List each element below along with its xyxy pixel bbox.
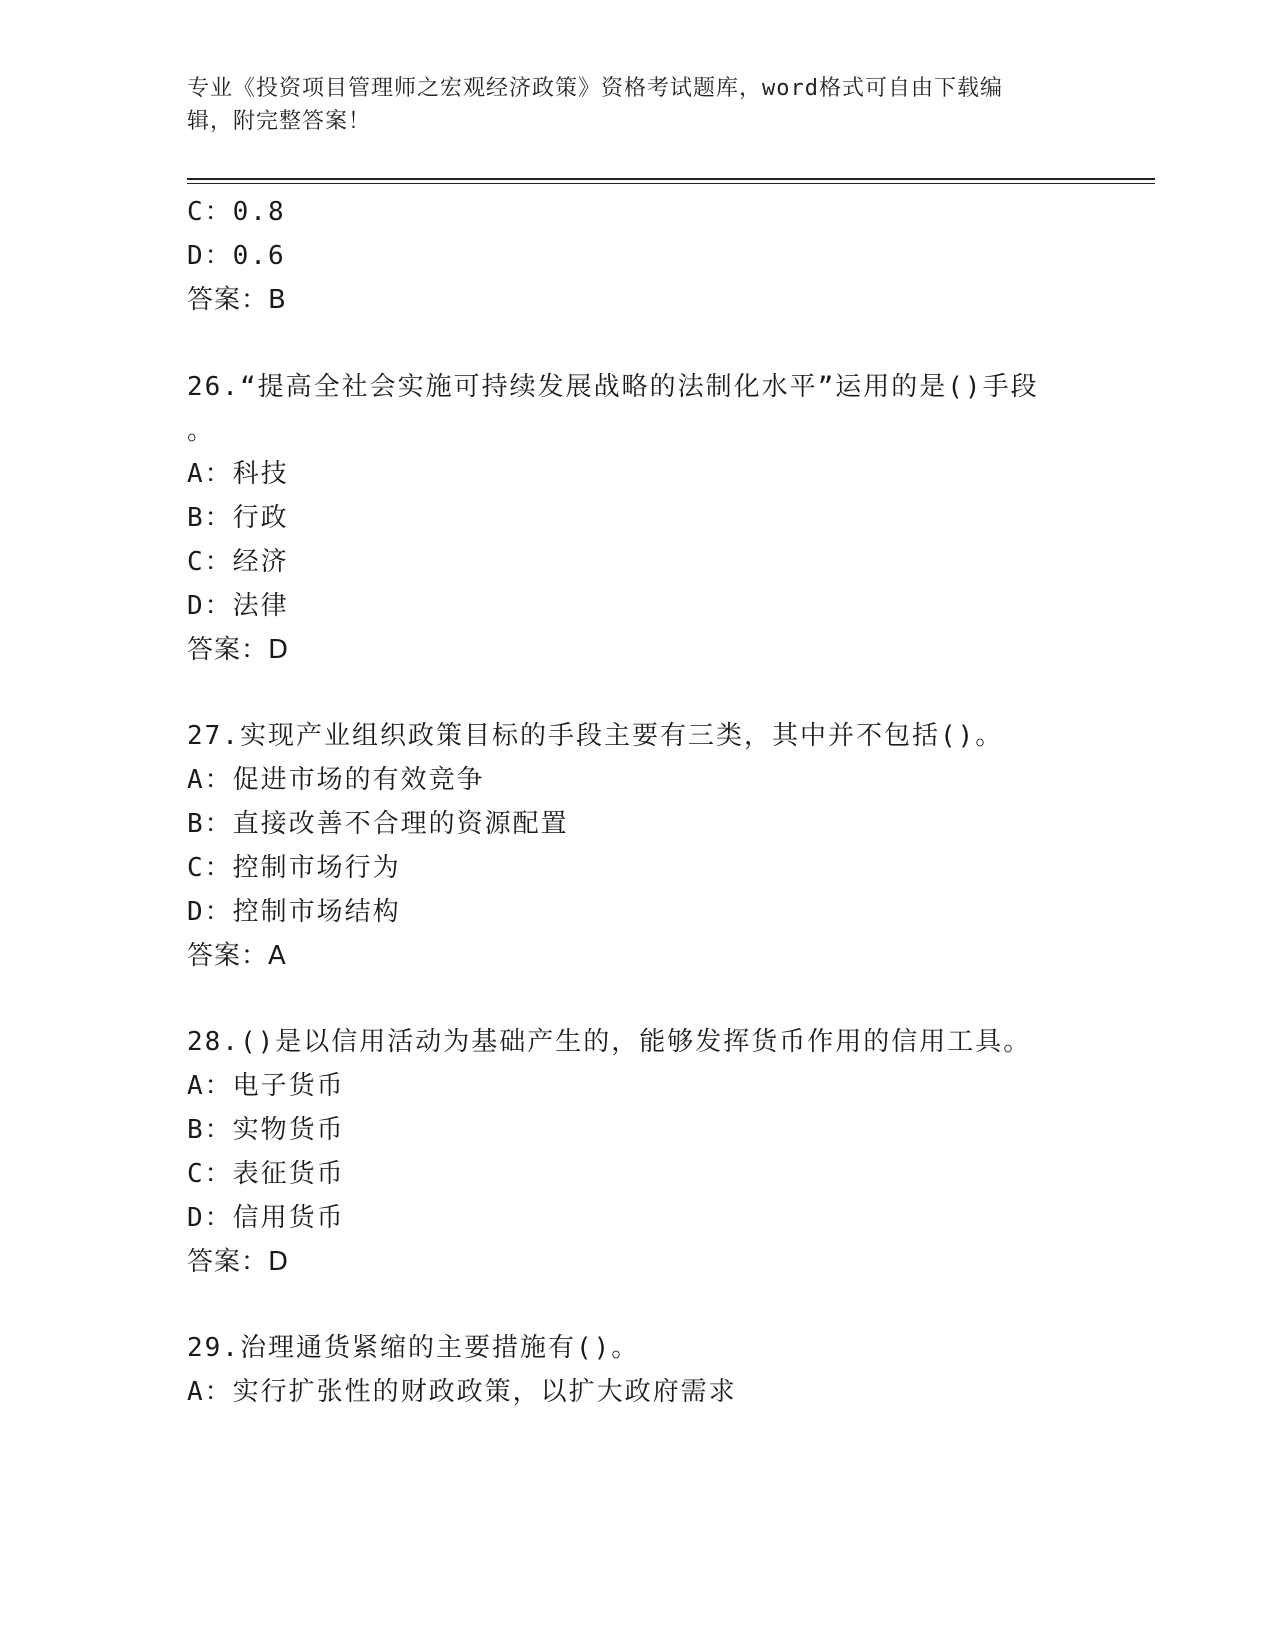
header-line-2: 辑，附完整答案！ <box>187 109 372 134</box>
answer-line: 答案：D <box>187 635 290 665</box>
option-d: D：0.6 <box>187 241 286 271</box>
option-c: C：控制市场行为 <box>187 853 401 883</box>
header-divider-thin <box>187 183 1155 184</box>
option-b: B：直接改善不合理的资源配置 <box>187 809 569 839</box>
answer-line: 答案：D <box>187 1247 290 1277</box>
question-stem: 26.“提高全社会实施可持续发展战略的法制化水平”运用的是()手段 <box>187 372 1039 402</box>
question-stem: 29.治理通货紧缩的主要措施有()。 <box>187 1333 640 1363</box>
option-c: C：表征货币 <box>187 1159 345 1189</box>
question-stem: 27.实现产业组织政策目标的手段主要有三类，其中并不包括()。 <box>187 721 1004 751</box>
page-header <box>187 72 1087 138</box>
option-b: B：实物货币 <box>187 1115 345 1145</box>
header-divider <box>187 178 1155 180</box>
answer-line: 答案：A <box>187 941 287 971</box>
option-a: A：科技 <box>187 459 289 489</box>
option-d: D：控制市场结构 <box>187 897 401 927</box>
question-stem-cont: 。 <box>187 416 216 446</box>
option-b: B：行政 <box>187 503 289 533</box>
option-a: A：电子货币 <box>187 1071 345 1101</box>
option-c: C：经济 <box>187 547 289 577</box>
option-c: C：0.8 <box>187 197 286 227</box>
option-d: D：信用货币 <box>187 1203 345 1233</box>
option-d: D：法律 <box>187 591 289 621</box>
option-a: A：实行扩张性的财政政策，以扩大政府需求 <box>187 1377 737 1407</box>
header-line-1: 专业《投资项目管理师之宏观经济政策》资格考试题库，word格式可自由下载编 <box>187 76 1003 101</box>
question-stem: 28.()是以信用活动为基础产生的，能够发挥货币作用的信用工具。 <box>187 1027 1032 1057</box>
answer-line: 答案：B <box>187 285 287 315</box>
option-a: A：促进市场的有效竞争 <box>187 765 485 795</box>
